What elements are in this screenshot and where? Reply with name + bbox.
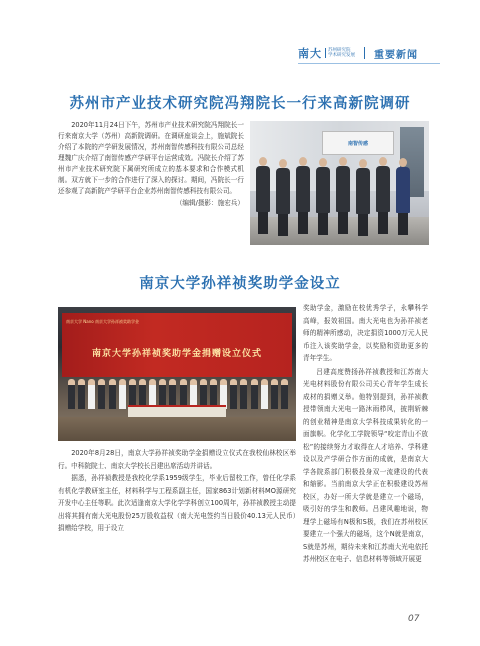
article1-body [58, 120, 244, 209]
person-figure [356, 159, 370, 236]
article1-title: 苏州市产业技术研究院冯翔院长一行来高新院调研 [69, 96, 411, 112]
brand-divider [364, 47, 365, 59]
header-rule [298, 63, 440, 64]
article2-paragraph: 2020年8月28日，南京大学孙祥祯奖助学金捐赠设立仪式在我校仙林校区举行。中科院院士、南京大学校长吕建出席活动并讲话。 [58, 449, 296, 470]
article2-body-right [303, 302, 428, 566]
page-header [0, 0, 480, 70]
person-figure [276, 159, 290, 236]
article2-paragraph: 奖助学金，激励在校优秀学子，永攀科学高峰，报效祖国。南大光电也为孙祥祯老师的精神所感动，决定捐资1000万元人民币注入该奖助学金，以奖励和资助更多的青年学生。 [303, 304, 428, 362]
section-label: 重要新闻 [374, 49, 418, 61]
article1-paragraph: 2020年11月24日下午，苏州市产业技术研究院冯翔院长一行来南京大学（苏州）高新院调研。在调研座谈会上，施斌院长介绍了本院的产学研发展情况，苏州南智传感科技有限公司总经理魏广庆介绍了南智传感产学研平台运营成效。冯院长介绍了苏州市产业技术研究院下属研究所成立的基本要求和合作模式机制。双方就下一步的合作进行了深入的探讨。期间，冯院长一行还参观了高新院产学研平台企业苏州南智传感科技有限公司。 [58, 121, 244, 195]
article2-paragraph: 据悉，孙祥祯教授是我校化学系1959级学生，毕业后留校工作，曾任化学系有机化学教研室主任，材料科学与工程系副主任，国家863计划新材料MO源研究开发中心主任等职。此次适逢南京大学化学学科创立100周年，孙祥祯教授主动提出将其拥有南大光电股份25万股收益权（南大光电签约当日股价40.13元人民币）捐赠给学校，用于设立 [58, 474, 296, 532]
brand-tag-line2: 学术研究发展 [328, 53, 355, 58]
article1-photo [250, 121, 429, 245]
person-figure [316, 158, 330, 235]
brand [298, 44, 418, 62]
ceremony-backdrop [62, 313, 292, 377]
page-number: 07 [408, 614, 420, 624]
article2-paragraph: 吕建高度赞扬孙祥祯教授和江苏南大光电材料股份有限公司关心青年学生成长成材的捐赠义举。他特别提到，孙祥祯教授带领南大光电一路沐雨栉风，披荆斩棘的创业精神是南京大学科技成果转化的一面旗帜。化学化工学院领导“咬定青山不放松”的接续努力才取得在人才培养、学科建设以及产学研合作方面的成就，是南京大学各院系部门积极投身双一流建设的代表和缩影。当前南京大学正在积极建设苏州校区，办好一所大学就是建立一个磁场，吸引好的学生和教师。吕建风趣地说，物理学上磁场有N极和S极，我们在苏州校区要建立一个强大的磁场，这个N就是南京，S就是苏州，期待未来和江苏南大光电依托苏州校区在电子、信息材料等领域开展更 [303, 367, 428, 563]
article2-title: 南京大学孙祥祯奖助学金设立 [139, 276, 341, 292]
brand-name: 南大 [298, 47, 322, 60]
person-figure [376, 157, 390, 234]
brand-tag-line1: 苏州研究院 [328, 48, 351, 53]
person-figure [296, 157, 310, 234]
article2-photo [58, 307, 296, 441]
backdrop-top-text: 南京大学 Nano 南京大学孙祥祯奖助学金 [66, 319, 139, 324]
person-figure [336, 157, 350, 234]
brand-tag [325, 48, 355, 58]
ceremony-crowd [68, 373, 288, 409]
person-figure [256, 157, 270, 234]
article1-credit: （编辑/摄影：施宏兵） [175, 199, 244, 207]
company-sign: 南智传感 [322, 131, 394, 155]
article2-body-left [58, 447, 296, 535]
person-figure [396, 158, 410, 235]
photo-carpet [58, 417, 296, 441]
backdrop-title: 南京大学孙祥祯奖助学金捐赠设立仪式 [91, 349, 262, 359]
